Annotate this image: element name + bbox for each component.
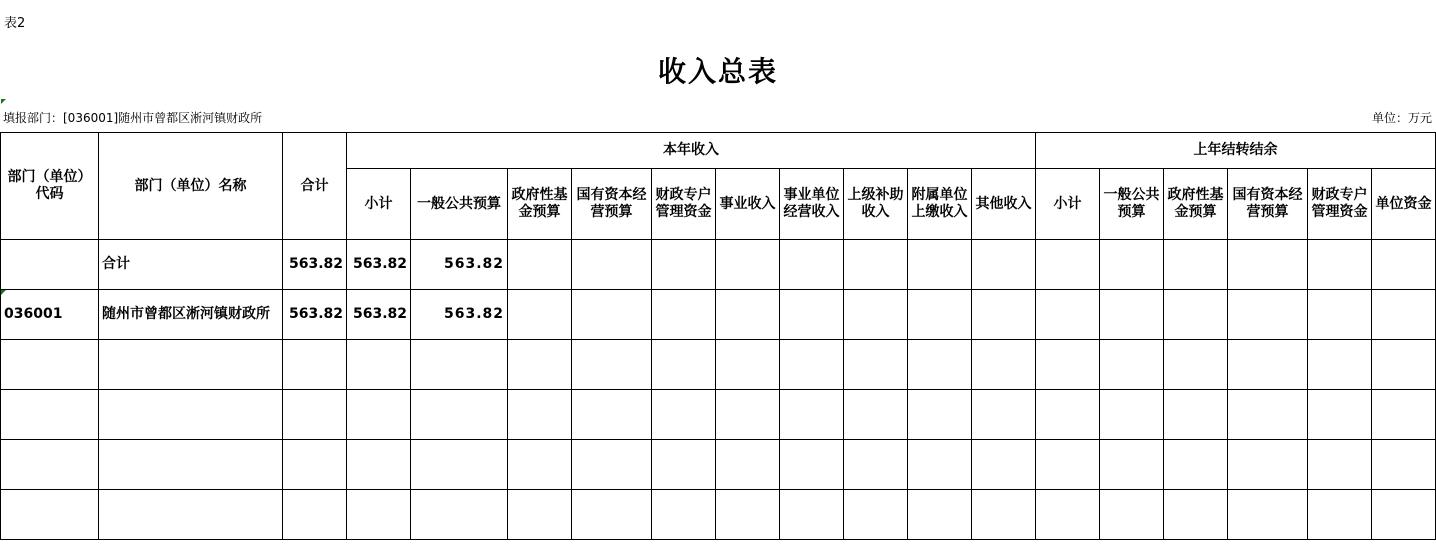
report-department: 填报部门：[036001]随州市曾都区淅河镇财政所 [3,111,263,125]
cell-empty[interactable] [844,440,908,490]
cell-empty[interactable] [1,440,99,490]
cell-empty[interactable] [716,390,780,440]
header-prior-col: 财政专户管理资金 [1308,169,1372,240]
cell-empty[interactable] [572,440,652,490]
cell-empty[interactable] [572,390,652,440]
cell-empty[interactable] [1,340,99,390]
table-row-empty [1,390,1436,440]
cell-empty[interactable] [1228,490,1308,540]
table-row-empty [1,490,1436,540]
cell-empty[interactable] [780,440,844,490]
header-prior-col: 政府性基金预算 [1164,169,1228,240]
cell-dept-code[interactable] [1,240,99,290]
cell-empty[interactable] [347,490,411,540]
table-row-empty [1,340,1436,390]
cell-empty[interactable] [1372,390,1436,440]
cell-empty[interactable] [347,440,411,490]
header-current-col: 附属单位上缴收入 [908,169,972,240]
cell-empty[interactable] [844,490,908,540]
cell-empty[interactable] [572,340,652,390]
cell-empty[interactable] [1100,390,1164,440]
header-current-col: 其他收入 [972,169,1036,240]
cell-empty[interactable] [652,490,716,540]
dept-code-text: 036001 [4,306,63,322]
cell-empty[interactable] [508,440,572,490]
header-current-col: 事业单位经营收入 [780,169,844,240]
cell-empty[interactable] [347,390,411,440]
cell-dept-code[interactable] [1,290,99,340]
cell-empty[interactable] [1228,290,1308,340]
cell-empty[interactable] [972,440,1036,490]
cell-dept-name[interactable]: 合计 [99,240,283,290]
header-current-col: 上级补助收入 [844,169,908,240]
cell-empty[interactable] [508,340,572,390]
cell-empty[interactable] [411,490,508,540]
header-dept-code: 部门（单位）代码 [1,133,99,240]
cell-empty[interactable] [652,340,716,390]
cell-empty[interactable] [844,240,908,290]
cell-empty[interactable] [972,340,1036,390]
table-row-empty [1,440,1436,490]
cell-empty[interactable] [283,340,347,390]
cell-empty[interactable] [972,390,1036,440]
cell-empty[interactable] [972,240,1036,290]
cell-empty[interactable] [508,240,572,290]
header-prior-year-carryover: 上年结转结余 [1036,133,1436,169]
cell-empty[interactable] [1100,290,1164,340]
header-current-year-income: 本年收入 [347,133,1036,169]
header-prior-col: 一般公共预算 [1100,169,1164,240]
cell-empty[interactable] [1100,440,1164,490]
cell-empty[interactable] [844,290,908,340]
cell-empty[interactable] [508,290,572,340]
sheet-tag: 表2 [4,16,26,31]
cell-empty[interactable] [844,390,908,440]
cell-empty[interactable] [716,490,780,540]
cell-empty[interactable] [652,440,716,490]
cell-empty[interactable] [1308,240,1372,290]
cell-total[interactable]: 563.82 [283,290,347,340]
cell-empty[interactable] [1100,340,1164,390]
cell-empty[interactable] [411,390,508,440]
cell-empty[interactable] [844,340,908,390]
cell-total[interactable]: 563.82 [283,240,347,290]
page-title: 收入总表 [657,55,778,88]
cell-empty[interactable] [99,390,283,440]
cell-empty[interactable] [716,240,780,290]
cell-empty[interactable] [1164,390,1228,440]
cell-empty[interactable] [1036,240,1100,290]
cell-general-budget[interactable]: 563.82 [411,240,508,290]
cell-empty[interactable] [572,490,652,540]
cell-empty[interactable] [1100,240,1164,290]
cell-empty[interactable] [1228,440,1308,490]
cell-empty[interactable] [1308,490,1372,540]
cell-empty[interactable] [780,290,844,340]
cell-empty[interactable] [780,490,844,540]
cell-empty[interactable] [716,290,780,340]
cell-empty[interactable] [1100,490,1164,540]
cell-empty[interactable] [411,340,508,390]
cell-empty[interactable] [99,340,283,390]
cell-empty[interactable] [1036,440,1100,490]
cell-empty[interactable] [908,240,972,290]
cell-empty[interactable] [1228,390,1308,440]
header-current-col: 事业收入 [716,169,780,240]
cell-empty[interactable] [1308,340,1372,390]
header-dept-name: 部门（单位）名称 [99,133,283,240]
cell-empty[interactable] [508,490,572,540]
cell-empty[interactable] [283,390,347,440]
cell-subtotal[interactable]: 563.82 [347,290,411,340]
cell-empty[interactable] [780,340,844,390]
cell-empty[interactable] [1308,440,1372,490]
cell-empty[interactable] [1036,490,1100,540]
cell-empty[interactable] [411,440,508,490]
cell-empty[interactable] [1036,390,1100,440]
cell-empty[interactable] [1164,490,1228,540]
cell-empty[interactable] [652,390,716,440]
cell-subtotal[interactable]: 563.82 [347,240,411,290]
cell-general-budget[interactable]: 563.82 [411,290,508,340]
unit-label: 单位：万元 [1371,111,1432,125]
cell-empty[interactable] [716,340,780,390]
cell-comment-marker [1,99,6,104]
cell-empty[interactable] [780,240,844,290]
cell-empty[interactable] [1164,440,1228,490]
cell-empty[interactable] [652,290,716,340]
header-current-col: 政府性基金预算 [508,169,572,240]
cell-empty[interactable] [1308,390,1372,440]
cell-empty[interactable] [508,390,572,440]
cell-empty[interactable] [908,490,972,540]
table-row [1,290,1436,340]
cell-empty[interactable] [908,390,972,440]
header-prior-col: 小计 [1036,169,1100,240]
cell-empty[interactable] [1164,290,1228,340]
cell-empty[interactable] [1372,490,1436,540]
cell-empty[interactable] [1036,340,1100,390]
header-prior-col: 单位资金 [1372,169,1436,240]
cell-empty[interactable] [1,390,99,440]
cell-empty[interactable] [283,490,347,540]
cell-empty[interactable] [283,440,347,490]
cell-empty[interactable] [1228,240,1308,290]
cell-empty[interactable] [99,490,283,540]
cell-empty[interactable] [908,290,972,340]
header-current-col: 一般公共预算 [411,169,508,240]
cell-empty[interactable] [1308,290,1372,340]
cell-empty[interactable] [716,440,780,490]
header-total: 合计 [283,133,347,240]
cell-empty[interactable] [972,290,1036,340]
cell-comment-marker [1,290,6,295]
cell-empty[interactable] [908,340,972,390]
cell-empty[interactable] [1036,290,1100,340]
cell-empty[interactable] [1228,340,1308,390]
header-current-col: 国有资本经营预算 [572,169,652,240]
cell-empty[interactable] [1372,340,1436,390]
cell-empty[interactable] [908,440,972,490]
cell-empty[interactable] [572,240,652,290]
header-current-col: 小计 [347,169,411,240]
cell-empty[interactable] [652,240,716,290]
income-summary-table [0,132,1436,540]
cell-empty[interactable] [1164,340,1228,390]
cell-empty[interactable] [572,290,652,340]
header-current-col: 财政专户管理资金 [652,169,716,240]
cell-empty[interactable] [99,440,283,490]
cell-empty[interactable] [347,340,411,390]
cell-empty[interactable] [972,490,1036,540]
table-row-total [1,240,1436,290]
cell-dept-name[interactable]: 随州市曾都区淅河镇财政所 [99,290,283,340]
cell-empty[interactable] [1164,240,1228,290]
cell-empty[interactable] [1372,440,1436,490]
cell-empty[interactable] [1,490,99,540]
cell-empty[interactable] [780,390,844,440]
cell-empty[interactable] [1372,290,1436,340]
header-prior-col: 国有资本经营预算 [1228,169,1308,240]
cell-empty[interactable] [1372,240,1436,290]
